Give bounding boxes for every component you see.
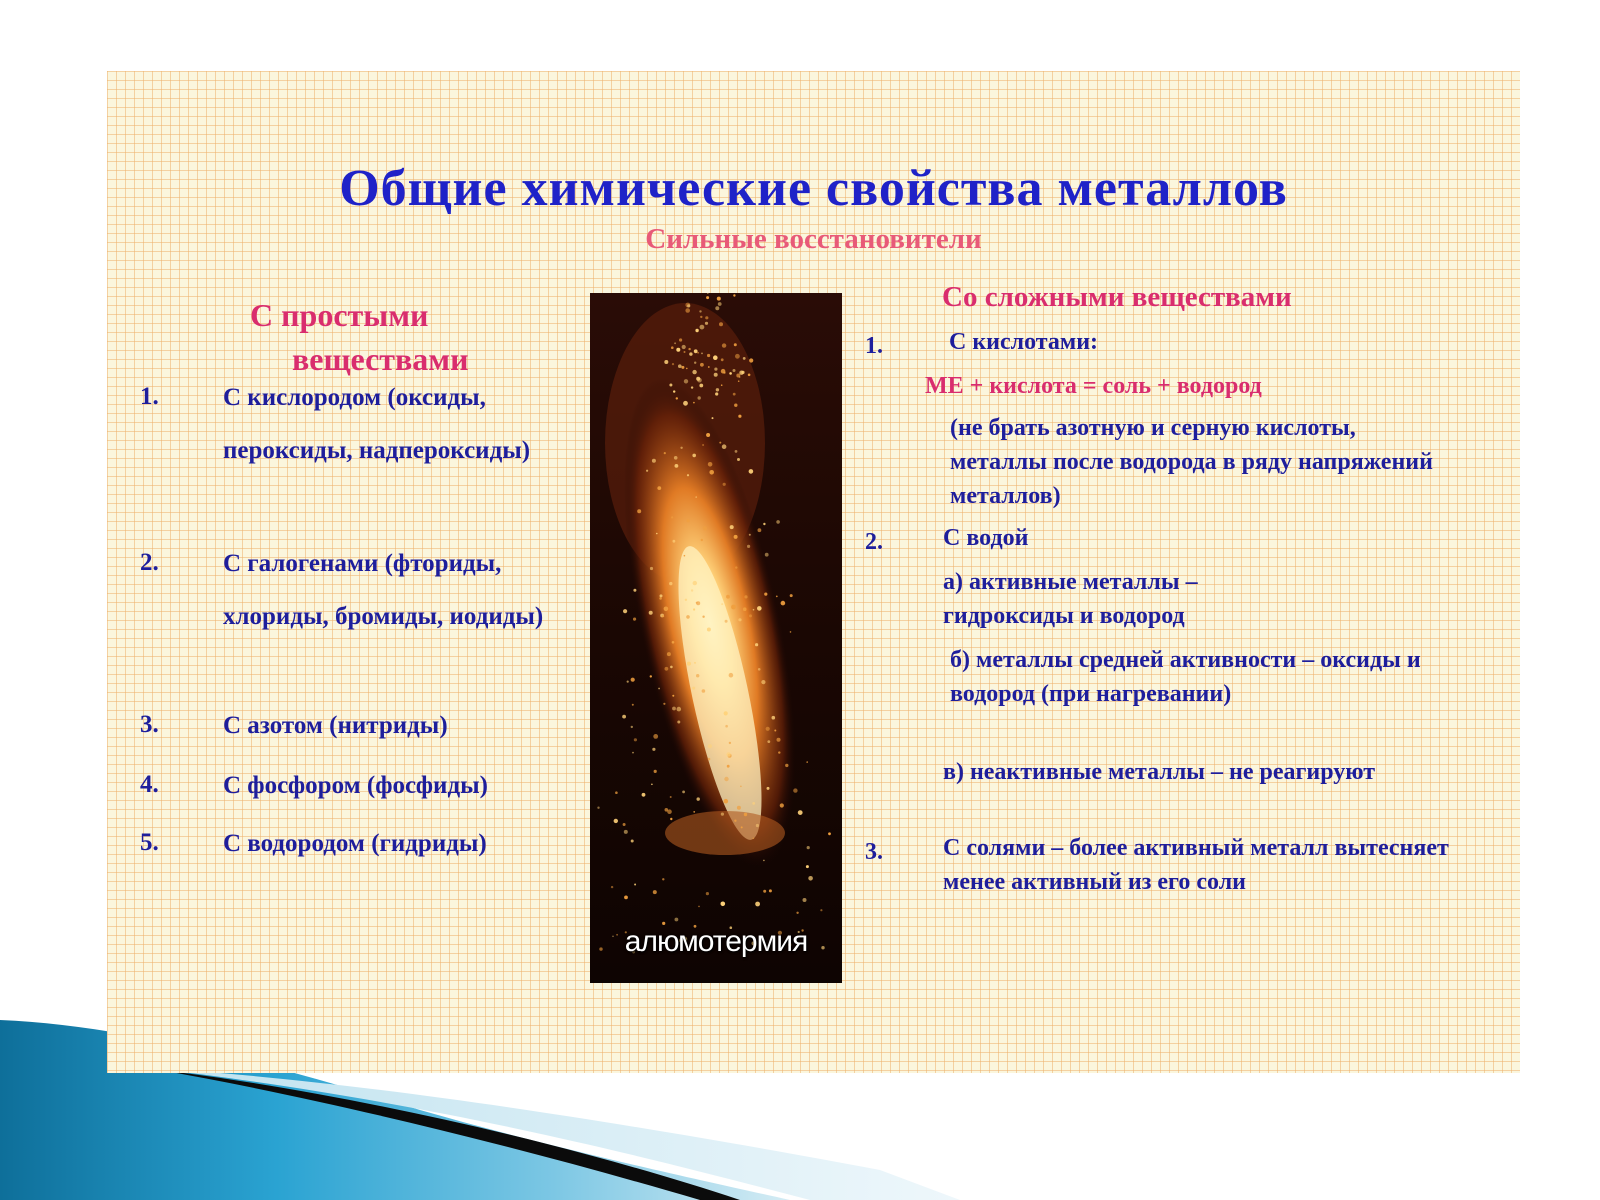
thermite-photo xyxy=(590,293,842,983)
list-item-text: С фосфором (фосфиды) xyxy=(223,772,488,799)
right-item2-label: С водой xyxy=(943,525,1029,551)
right-item1-number: 1. xyxy=(865,333,883,359)
list-item-number: 5. xyxy=(140,829,159,856)
list-item-text: С галогенами (фториды, хлориды, бромиды, иодиды) xyxy=(223,550,544,630)
right-item2-number: 2. xyxy=(865,529,883,555)
list-item xyxy=(140,771,580,811)
slide-panel xyxy=(107,71,1520,1073)
list-item xyxy=(140,549,580,709)
slide-title: Общие химические свойства металлов xyxy=(339,160,1288,217)
photo-caption: алюмотермия xyxy=(624,925,808,958)
left-heading-line2: веществами xyxy=(292,341,469,377)
right-item1-label: С кислотами: xyxy=(949,329,1099,355)
sparks-photo-icon xyxy=(590,293,842,983)
list-item-text: С кислородом (оксиды, пероксиды, надпероксиды) xyxy=(223,384,531,464)
slide-subtitle: Сильные восстановители xyxy=(645,223,982,255)
list-item xyxy=(140,711,580,751)
list-item-number: 1. xyxy=(140,383,159,410)
list-item-number: 3. xyxy=(140,711,159,738)
list-item-text: С азотом (нитриды) xyxy=(223,712,448,739)
list-item-text: С водородом (гидриды) xyxy=(223,830,487,857)
water-case-b: б) металлы средней активности – оксиды и водород (при нагревании) xyxy=(950,647,1421,707)
left-heading-line1: С простыми xyxy=(250,297,429,333)
salts-item-text: С солями – более активный металл вытесняет менее активный из его соли xyxy=(943,835,1449,895)
reaction-formula: МЕ + кислота = соль + водород xyxy=(925,373,1262,399)
water-case-c: в) неактивные металлы – не реагируют xyxy=(943,759,1376,785)
list-item xyxy=(140,383,580,543)
water-case-a: а) активные металлы – гидроксиды и водород xyxy=(943,569,1198,629)
right-column-heading: Со сложными веществами xyxy=(942,281,1292,313)
acids-note: (не брать азотную и серную кислоты, металлы после водорода в ряду напряжений металлов) xyxy=(950,415,1433,509)
list-item-number: 2. xyxy=(140,549,159,576)
list-item-number: 4. xyxy=(140,771,159,798)
list-item xyxy=(140,829,580,869)
left-column-heading xyxy=(250,293,540,381)
right-item3-number: 3. xyxy=(865,839,883,865)
